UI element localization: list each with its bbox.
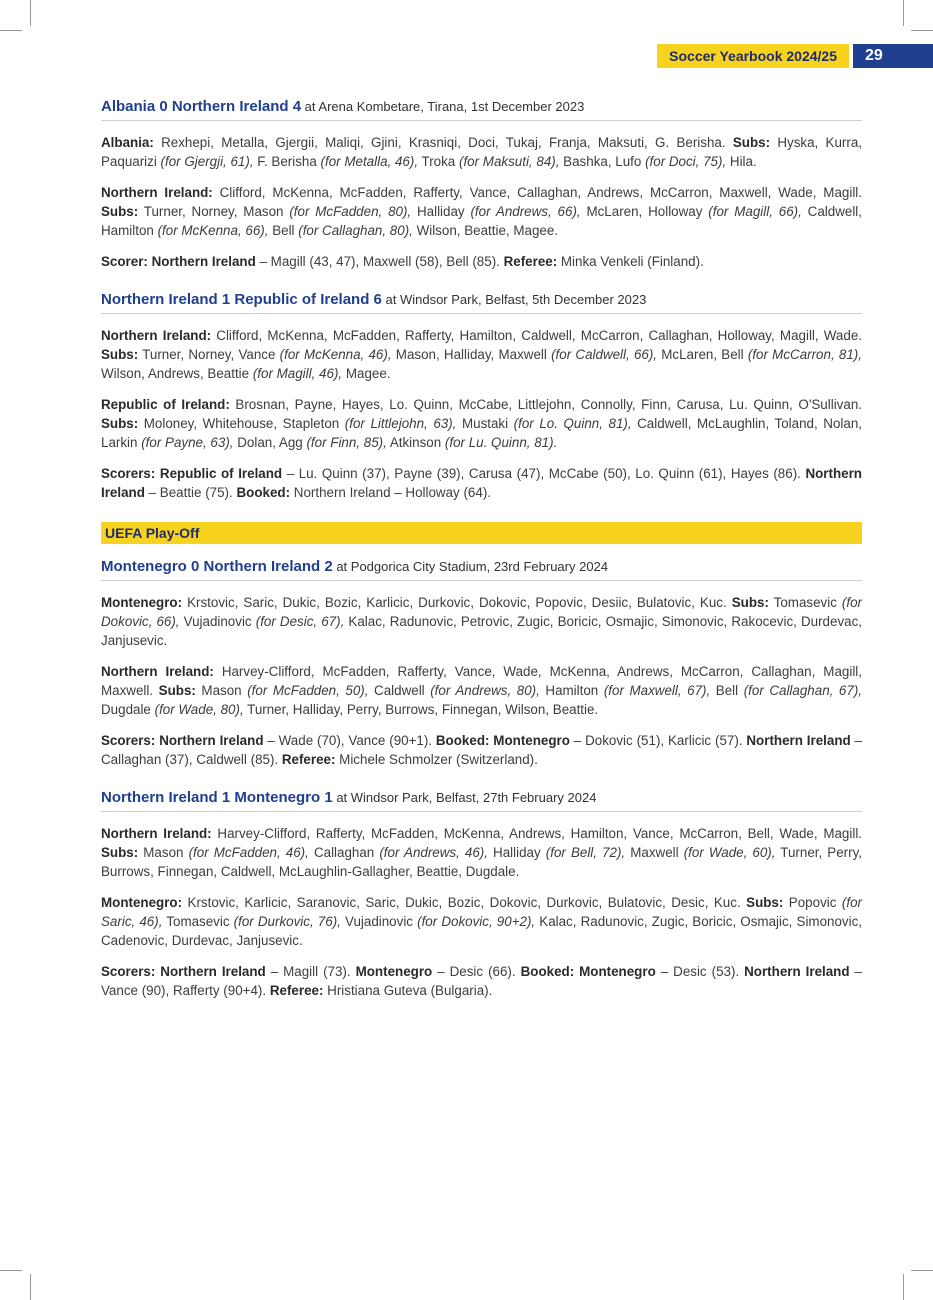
- substitution-note: (for Caldwell, 66),: [551, 347, 658, 362]
- crop-mark: [903, 0, 904, 26]
- match-venue: at Podgorica City Stadium, 23rd February 2024: [332, 559, 609, 574]
- label-text: Subs:: [101, 347, 139, 362]
- substitution-note: (for McFadden, 46),: [188, 845, 309, 860]
- body-text: Mustaki: [456, 416, 514, 431]
- substitution-note: (for Callaghan, 80),: [298, 223, 413, 238]
- substitution-note: (for Saric, 46),: [101, 895, 862, 929]
- label-text: Montenegro:: [101, 895, 183, 910]
- body-text: Hamilton: [539, 683, 604, 698]
- body-text: Clifford, McKenna, McFadden, Rafferty, Hamilton, Caldwell, McCarron, Callaghan, Holloway, Magill, Wade.: [211, 328, 862, 343]
- crop-mark: [911, 1270, 933, 1271]
- lineup-paragraph: [101, 252, 862, 271]
- body-text: Wilson, Andrews, Beattie: [101, 366, 253, 381]
- body-text: – Magill (43, 47), Maxwell (58), Bell (85).: [255, 254, 504, 269]
- label-text: Northern Ireland: [746, 733, 851, 748]
- label-text: Northern Ireland:: [101, 328, 212, 343]
- body-text: – Beattie (75).: [144, 485, 237, 500]
- body-text: – Desic (66).: [432, 964, 521, 979]
- page-number: 29: [853, 44, 933, 68]
- match-result: Northern Ireland 1 Republic of Ireland 6: [101, 291, 382, 308]
- label-text: Scorer: Northern Ireland: [101, 254, 256, 269]
- body-text: Turner, Halliday, Perry, Burrows, Finnegan, Wilson, Beattie.: [243, 702, 599, 717]
- body-text: Dolan, Agg: [233, 435, 307, 450]
- body-text: Bashka, Lufo: [559, 154, 646, 169]
- body-text: Callaghan: [308, 845, 380, 860]
- crop-mark: [903, 1274, 904, 1300]
- body-text: Turner, Norney, Mason: [138, 204, 290, 219]
- body-text: Mason: [138, 845, 189, 860]
- substitution-note: (for Doci, 75),: [645, 154, 727, 169]
- substitution-note: (for McCarron, 81),: [747, 347, 862, 362]
- substitution-note: (for Lo. Quinn, 81),: [513, 416, 632, 431]
- substitution-note: (for Durkovic, 76),: [233, 914, 341, 929]
- body-text: Hila.: [726, 154, 757, 169]
- body-text: Minka Venkeli (Finland).: [557, 254, 704, 269]
- lineup-paragraph: [101, 183, 862, 240]
- substitution-note: (for Callaghan, 67),: [743, 683, 863, 698]
- match-venue: at Windsor Park, Belfast, 5th December 2023: [381, 292, 647, 307]
- label-text: Scorers: Republic of Ireland: [101, 466, 283, 481]
- body-text: McLaren, Holloway: [580, 204, 709, 219]
- body-text: Michele Schmolzer (Switzerland).: [335, 752, 538, 767]
- body-text: Clifford, McKenna, McFadden, Rafferty, Vance, Callaghan, Andrews, McCarron, Maxwell, Wade, Magill.: [212, 185, 862, 200]
- body-text: Turner, Perry, Burrows, Finnegan, Caldwell, McLaughlin-Gallagher, Beattie, Dugdale.: [101, 845, 863, 879]
- body-text: Halliday: [411, 204, 471, 219]
- lineup-paragraph: [101, 395, 862, 452]
- label-text: Booked: Montenegro: [435, 733, 570, 748]
- match-venue: at Arena Kombetare, Tirana, 1st December 2023: [301, 99, 585, 114]
- label-text: Albania:: [101, 135, 154, 150]
- body-text: – Wade (70), Vance (90+1).: [263, 733, 436, 748]
- crop-mark: [0, 1270, 22, 1271]
- label-text: Booked:: [236, 485, 291, 500]
- body-text: Troka: [418, 154, 459, 169]
- label-text: Subs:: [158, 683, 196, 698]
- substitution-note: (for Lu. Quinn, 81).: [444, 435, 558, 450]
- label-text: Northern Ireland:: [101, 185, 213, 200]
- body-text: Bell: [710, 683, 744, 698]
- substitution-note: (for Desic, 67),: [255, 614, 345, 629]
- match-result: Montenegro 0 Northern Ireland 2: [101, 558, 333, 575]
- substitution-note: (for Finn, 85),: [306, 435, 387, 450]
- body-text: – Vance (90), Rafferty (90+4).: [101, 964, 862, 998]
- body-text: Halliday: [487, 845, 546, 860]
- substitution-note: (for McFadden, 50),: [247, 683, 369, 698]
- match-result: Northern Ireland 1 Montenegro 1: [101, 789, 333, 806]
- lineup-paragraph: [101, 824, 862, 881]
- substitution-note: (for Magill, 46),: [252, 366, 343, 381]
- body-text: Turner, Norney, Vance: [138, 347, 280, 362]
- lineup-paragraph: [101, 133, 862, 171]
- substitution-note: (for McFadden, 80),: [289, 204, 412, 219]
- section-heading: UEFA Play-Off: [101, 522, 862, 544]
- match-title: [101, 291, 862, 314]
- substitution-note: (for McKenna, 46),: [279, 347, 392, 362]
- crop-mark: [0, 30, 22, 31]
- substitution-note: (for Dokovic, 90+2),: [417, 914, 536, 929]
- body-text: Mason, Halliday, Maxwell: [391, 347, 552, 362]
- label-text: Subs:: [101, 416, 139, 431]
- lineup-paragraph: [101, 662, 862, 719]
- body-text: Rexhepi, Metalla, Gjergii, Maliqi, Gjini, Krasniqi, Doci, Tukaj, Franja, Maksuti, G. Berisha.: [153, 135, 733, 150]
- label-text: Subs:: [101, 204, 139, 219]
- crop-mark: [30, 0, 31, 26]
- body-text: Krstovic, Karlicic, Saranovic, Saric, Dukic, Bozic, Dokovic, Durkovic, Bulatovic, Desic, Kuc.: [182, 895, 747, 910]
- match-block: [101, 98, 862, 271]
- lineup-paragraph: [101, 893, 862, 950]
- match-block: [101, 789, 862, 1000]
- body-text: Krstovic, Saric, Dukic, Bozic, Karlicic, Durkovic, Dokovic, Popovic, Desiic, Bulatovic, Kuc.: [182, 595, 732, 610]
- substitution-note: (for Littlejohn, 63),: [344, 416, 457, 431]
- label-text: Northern Ireland: [101, 466, 862, 500]
- body-text: Wilson, Beattie, Magee.: [412, 223, 559, 238]
- body-text: Mason: [195, 683, 248, 698]
- label-text: Northern Ireland: [744, 964, 850, 979]
- label-text: Booked: Montenegro: [520, 964, 656, 979]
- substitution-note: (for Metalla, 46),: [320, 154, 419, 169]
- match-title: [101, 789, 862, 812]
- body-text: Caldwell, Hamilton: [101, 204, 862, 238]
- body-text: Tomasevic: [768, 595, 842, 610]
- body-text: Hyska, Kurra, Paquarizi: [101, 135, 862, 169]
- label-text: Montenegro: [355, 964, 433, 979]
- body-text: – Lu. Quinn (37), Payne (39), Carusa (47), McCabe (50), Lo. Quinn (61), Hayes (86).: [282, 466, 806, 481]
- label-text: Republic of Ireland:: [101, 397, 230, 412]
- label-text: Montenegro:: [101, 595, 183, 610]
- crop-mark: [911, 30, 933, 31]
- label-text: Subs:: [731, 595, 769, 610]
- page-content: [101, 98, 862, 1020]
- body-text: Kalac, Radunovic, Petrovic, Zugic, Boricic, Osmajic, Simonovic, Rakocevic, Durdevac, Janjusevic.: [101, 614, 862, 648]
- substitution-note: (for Wade, 60),: [683, 845, 776, 860]
- match-block: [101, 558, 862, 769]
- substitution-note: (for Wade, 80),: [154, 702, 244, 717]
- match-venue: at Windsor Park, Belfast, 27th February 2024: [332, 790, 597, 805]
- body-text: Brosnan, Payne, Hayes, Lo. Quinn, McCabe, Littlejohn, Connolly, Finn, Carusa, Lu. Quinn, O'Sullivan.: [229, 397, 862, 412]
- substitution-note: (for Gjergji, 61),: [160, 154, 254, 169]
- match-title: [101, 98, 862, 121]
- label-text: Scorers: Northern Ireland: [101, 733, 264, 748]
- substitution-note: (for Andrews, 66),: [470, 204, 581, 219]
- label-text: Referee:: [503, 254, 558, 269]
- substitution-note: (for Andrews, 46),: [379, 845, 488, 860]
- body-text: Harvey-Clifford, McFadden, Rafferty, Vance, Wade, McKenna, Andrews, McCarron, Callaghan, Magill, Maxwell.: [101, 664, 862, 698]
- match-block: [101, 291, 862, 502]
- body-text: F. Berisha: [253, 154, 321, 169]
- body-text: Dugdale: [101, 702, 155, 717]
- body-text: Caldwell, McLaughlin, Toland, Nolan, Larkin: [101, 416, 862, 450]
- body-text: McLaren, Bell: [657, 347, 748, 362]
- body-text: Bell: [268, 223, 299, 238]
- substitution-note: (for Bell, 72),: [545, 845, 626, 860]
- body-text: Maxwell: [625, 845, 684, 860]
- body-text: Atkinson: [386, 435, 445, 450]
- body-text: Popovic: [783, 895, 842, 910]
- page-header: [657, 44, 933, 68]
- body-text: Kalac, Radunovic, Zugic, Boricic, Osmajic, Simonovic, Cadenovic, Durdevac, Janjusevic.: [101, 914, 862, 948]
- substitution-note: (for Payne, 63),: [141, 435, 234, 450]
- body-text: – Dokovic (51), Karlicic (57).: [569, 733, 747, 748]
- match-title: [101, 558, 862, 581]
- substitution-note: (for Maksuti, 84),: [458, 154, 560, 169]
- body-text: Moloney, Whitehouse, Stapleton: [138, 416, 345, 431]
- lineup-paragraph: [101, 464, 862, 502]
- crop-mark: [30, 1274, 31, 1300]
- label-text: Northern Ireland:: [101, 664, 214, 679]
- running-title: Soccer Yearbook 2024/25: [657, 44, 849, 68]
- substitution-note: (for McKenna, 66),: [157, 223, 269, 238]
- label-text: Northern Ireland:: [101, 826, 212, 841]
- label-text: Referee:: [269, 983, 324, 998]
- label-text: Subs:: [746, 895, 784, 910]
- body-text: Hristiana Guteva (Bulgaria).: [323, 983, 493, 998]
- substitution-note: (for Magill, 66),: [708, 204, 802, 219]
- body-text: Vujadinovic: [179, 614, 256, 629]
- body-text: Magee.: [342, 366, 391, 381]
- lineup-paragraph: [101, 326, 862, 383]
- body-text: Northern Ireland – Holloway (64).: [290, 485, 491, 500]
- lineup-paragraph: [101, 731, 862, 769]
- body-text: Vujadinovic: [340, 914, 418, 929]
- label-text: Subs:: [732, 135, 771, 150]
- substitution-note: (for Maxwell, 67),: [603, 683, 711, 698]
- label-text: Subs:: [101, 845, 139, 860]
- body-text: Harvey-Clifford, Rafferty, McFadden, McKenna, Andrews, Hamilton, Vance, McCarron, Bell, Wade, Magill.: [211, 826, 863, 841]
- label-text: Scorers: Northern Ireland: [101, 964, 266, 979]
- lineup-paragraph: [101, 593, 862, 650]
- substitution-note: (for Dokovic, 66),: [101, 595, 863, 629]
- body-text: – Callaghan (37), Caldwell (85).: [101, 733, 863, 767]
- body-text: – Desic (53).: [655, 964, 745, 979]
- label-text: Referee:: [281, 752, 336, 767]
- lineup-paragraph: [101, 962, 862, 1000]
- substitution-note: (for Andrews, 80),: [430, 683, 540, 698]
- body-text: Tomasevic: [162, 914, 234, 929]
- match-result: Albania 0 Northern Ireland 4: [101, 98, 302, 115]
- body-text: – Magill (73).: [265, 964, 356, 979]
- body-text: Caldwell: [368, 683, 431, 698]
